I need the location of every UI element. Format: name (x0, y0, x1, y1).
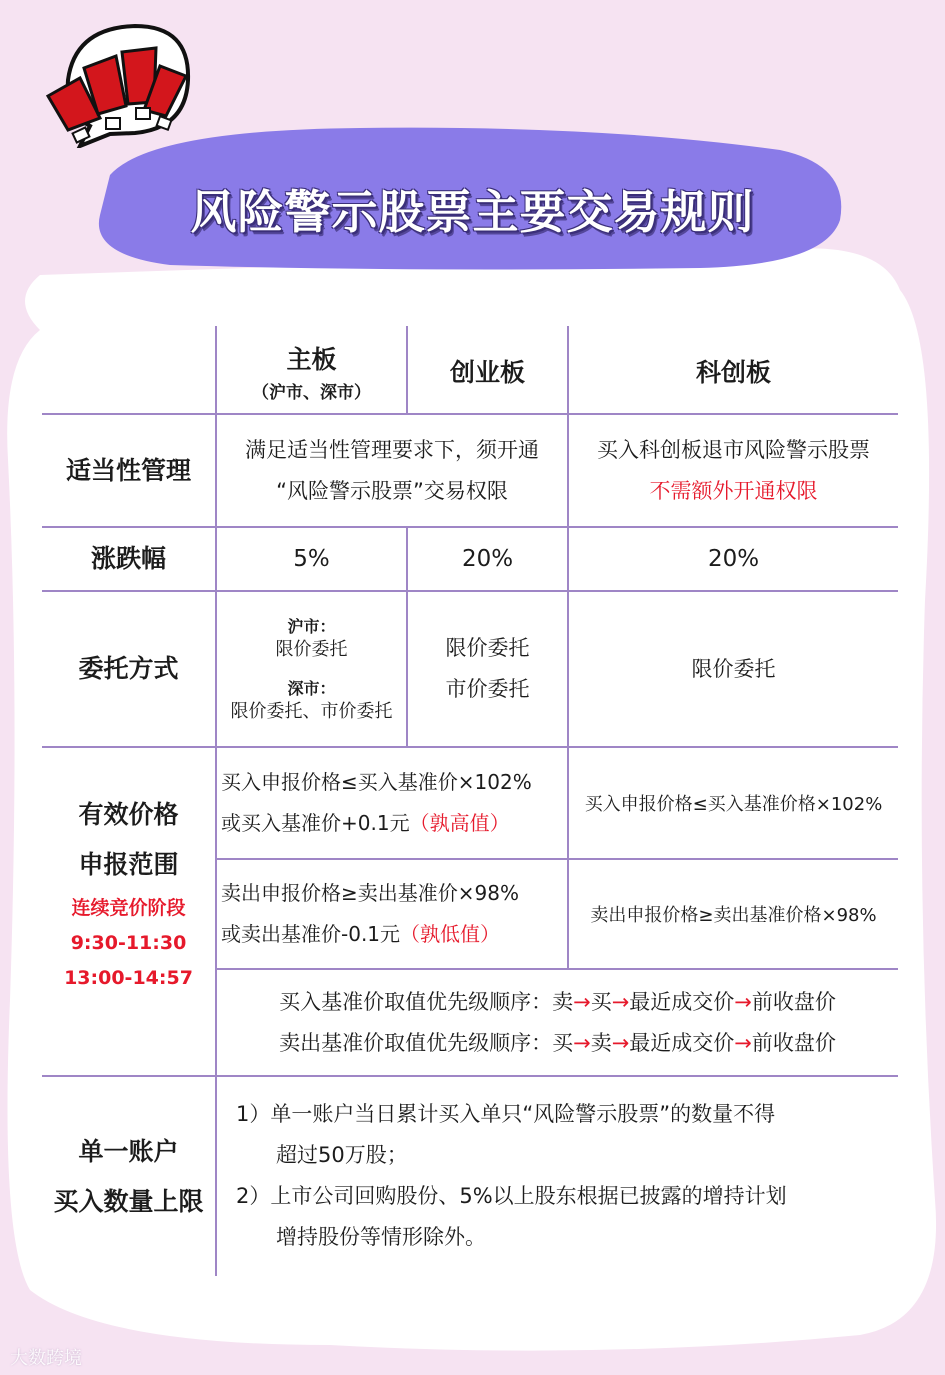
arrow-icon: → (611, 1030, 630, 1055)
price-range-label-line1: 有效价格 (78, 800, 179, 829)
row-label-suitability (42, 415, 215, 526)
sell-priority-step: 前收盘价 (751, 1030, 836, 1055)
header-main-board-sub: （沪市、深市） (252, 382, 371, 403)
order-sh-title: 沪市： (287, 617, 336, 636)
suitability-star-line2: 不需额外开通权限 (649, 478, 818, 503)
header-star (569, 330, 898, 412)
price-sell-line1: 卖出申报价格≥卖出基准价×98% (221, 881, 519, 905)
sell-priority-label: 卖出基准价取值优先级顺序： (279, 1030, 553, 1055)
sell-priority-step: 卖 (590, 1030, 612, 1055)
quantity-item1-line2: 超过50万股； (276, 1143, 408, 1167)
price-sell-star (569, 860, 898, 968)
watermark-logo: 大数跨境 (10, 1348, 82, 1369)
exclamation-bubble-icon (40, 18, 200, 148)
price-sell-star-text: 卖出申报价格≥卖出基准价格×98% (590, 905, 877, 926)
limit-main-value: 5% (293, 545, 330, 572)
sell-priority-step: 买 (552, 1030, 574, 1055)
price-sell-main (221, 860, 565, 968)
arrow-icon: → (573, 989, 591, 1014)
suitability-main-line1: 满足适当性管理要求下，须开通 (245, 437, 539, 462)
price-buy-main (221, 748, 565, 858)
price-range-time2: 13:00-14:57 (64, 967, 193, 989)
buy-priority-step: 买 (590, 989, 612, 1014)
limit-star (569, 528, 898, 590)
limit-main (217, 528, 406, 590)
order-star-value: 限价委托 (691, 656, 776, 681)
quantity-rules (236, 1094, 886, 1260)
header-chinext-label: 创业板 (449, 358, 525, 387)
sell-priority-step: 最近成交价 (629, 1030, 735, 1055)
price-sell-line2 (221, 914, 500, 955)
order-sz-value: 限价委托、市价委托 (230, 701, 393, 722)
price-buy-star (569, 748, 898, 858)
buy-priority-step: 卖 (552, 989, 574, 1014)
row-label-price-range (42, 790, 215, 1000)
order-label: 委托方式 (78, 654, 179, 683)
row-label-order (42, 592, 215, 746)
buy-priority-step: 最近成交价 (629, 989, 735, 1014)
suitability-main (217, 415, 567, 526)
order-sh-value: 限价委托 (275, 639, 348, 660)
price-sell-line2-b: （孰低值） (400, 922, 501, 946)
arrow-icon: → (573, 1030, 591, 1055)
order-chinext-line1: 限价委托 (445, 636, 530, 660)
header-star-label: 科创板 (695, 358, 771, 387)
buy-priority-step: 前收盘价 (751, 989, 836, 1014)
price-buy-line2-a: 或买入基准价+0.1元 (221, 811, 410, 835)
quantity-item2-line2: 增持股份等情形除外。 (276, 1225, 486, 1249)
header-main-board-label: 主板 (286, 344, 337, 374)
buy-priority-label: 买入基准价取值优先级顺序： (279, 989, 553, 1014)
limit-star-value: 20% (707, 545, 760, 572)
price-buy-line1: 买入申报价格≤买入基准价×102% (221, 770, 532, 794)
quantity-label-line2: 买入数量上限 (53, 1187, 204, 1216)
arrow-icon: → (734, 989, 752, 1014)
buy-priority-line (279, 982, 836, 1023)
price-buy-line2-b: （孰高值） (409, 811, 510, 835)
order-star (569, 592, 898, 746)
header-chinext (408, 330, 567, 412)
suitability-star (569, 415, 898, 526)
header-main-board (217, 330, 406, 412)
price-range-label-line2: 申报范围 (78, 850, 179, 879)
order-main (217, 592, 406, 746)
page-title: 风险警示股票主要交易规则 (190, 185, 755, 239)
price-sell-line2-a: 或卖出基准价-0.1元 (221, 922, 401, 946)
suitability-label: 适当性管理 (65, 455, 191, 485)
order-sz-title: 深市： (287, 679, 336, 698)
quantity-item2-line1: 2）上市公司回购股份、5%以上股东根据已披露的增持计划 (236, 1184, 787, 1208)
order-chinext (408, 592, 567, 746)
limit-chinext (408, 528, 567, 590)
quantity-item1-line1: 1）单一账户当日累计买入单只“风险警示股票”的数量不得 (236, 1102, 776, 1126)
price-buy-star-text: 买入申报价格≤买入基准价格×102% (584, 794, 883, 815)
suitability-main-line2: “风险警示股票”交易权限 (276, 478, 508, 503)
arrow-icon: → (611, 989, 630, 1014)
limit-chinext-value: 20% (461, 545, 514, 572)
table-divider (42, 1075, 898, 1077)
quantity-label-line1: 单一账户 (78, 1137, 179, 1166)
limit-label: 涨跌幅 (90, 544, 166, 573)
suitability-star-line1: 买入科创板退市风险警示股票 (597, 437, 870, 462)
sell-priority-line (279, 1023, 836, 1064)
arrow-icon: → (734, 1030, 752, 1055)
row-label-quantity (42, 1078, 215, 1276)
price-buy-line2 (221, 803, 510, 844)
order-chinext-line2: 市价委托 (445, 677, 530, 701)
row-label-limit (42, 528, 215, 590)
price-range-session: 连续竞价阶段 (71, 897, 186, 919)
price-range-time1: 9:30-11:30 (70, 932, 187, 954)
price-priority (217, 970, 898, 1075)
